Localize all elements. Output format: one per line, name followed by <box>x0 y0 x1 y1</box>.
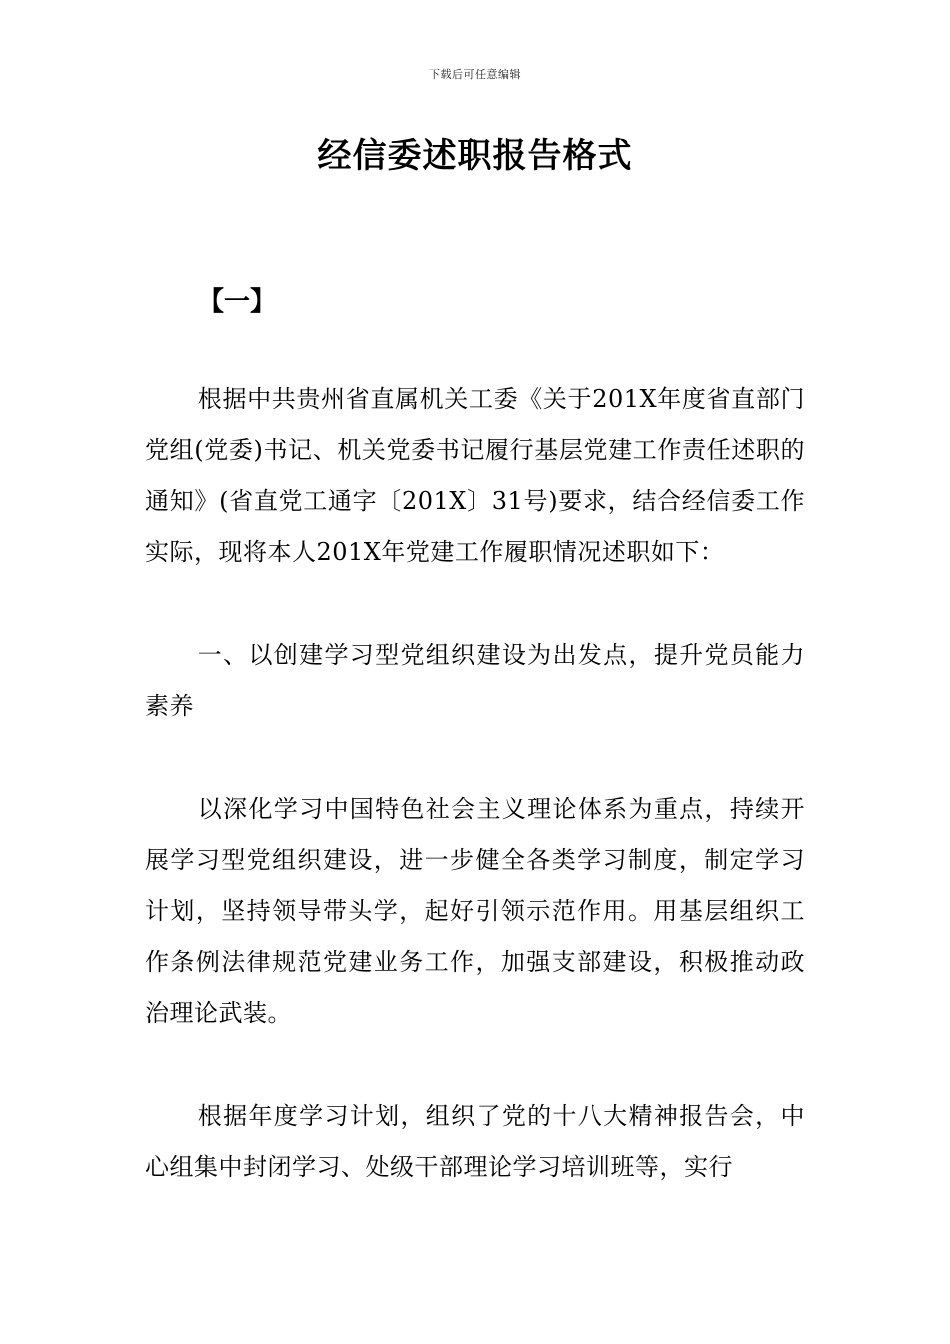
header-note: 下载后可任意编辑 <box>429 68 521 81</box>
paragraph-study: 以深化学习中国特色社会主义理论体系为重点，持续开展学习型党组织建设，进一步健全各类学习制度，制定学习计划，坚持领导带头学，起好引领示范作用。用基层组织工作条例法律规范党建业务工作，加强支部建设，积极推动政治理论武装。 <box>145 795 805 1027</box>
paragraph-plan: 根据年度学习计划，组织了党的十八大精神报告会，中心组集中封闭学习、处级干部理论学习培训班等，实行 <box>145 1102 805 1181</box>
paragraph-intro: 根据中共贵州省直属机关工委《关于201X年度省直部门党组(党委)书记、机关党委书记履行基层党建工作责任述职的通知》(省直党工通字〔201X〕31号)要求，结合经信委工作实际，现将本人201X年党建工作履职情况述职如下： <box>145 385 805 566</box>
document-title: 经信委述职报告格式 <box>317 136 633 176</box>
paragraph-heading-one: 一、以创建学习型党组织建设为出发点，提升党员能力素养 <box>145 641 805 720</box>
document-body <box>145 374 805 1245</box>
section-label: 【一】 <box>198 287 277 317</box>
